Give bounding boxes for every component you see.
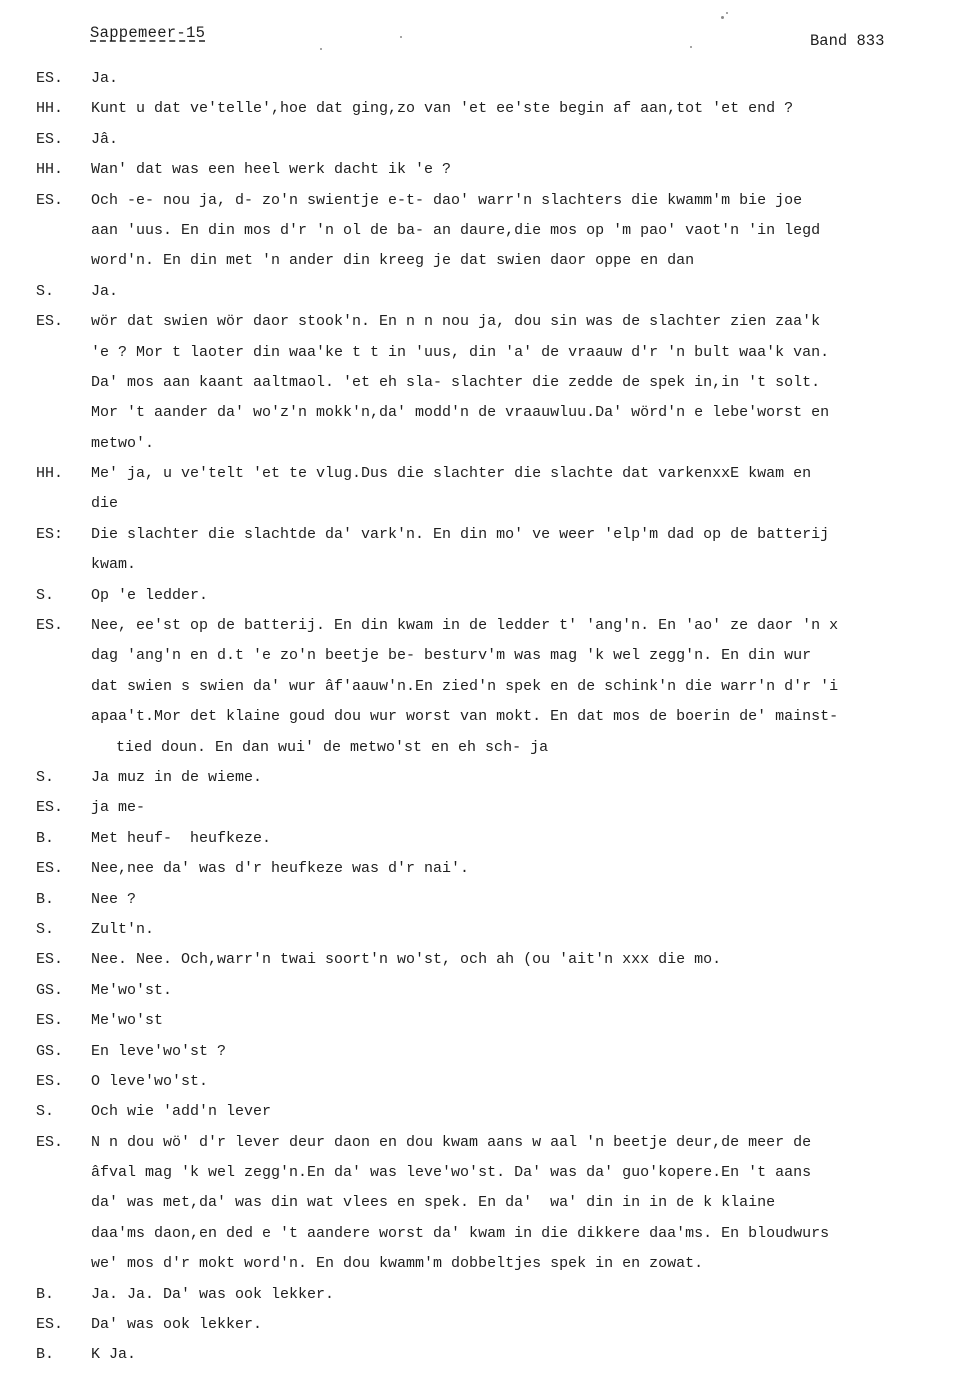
utterance-text: metwo'. <box>91 434 155 452</box>
transcript-row <box>0 581 973 611</box>
speaker-label: ES. <box>36 70 64 87</box>
utterance-text: Nee. Nee. Och,warr'n twai soort'n wo'st, och ah (ou 'ait'n xxx die mo. <box>91 951 722 969</box>
utterance-text: N n dou wö' d'r lever deur daon en dou kwam aans w aal 'n beetje deur,de meer de <box>91 1133 812 1151</box>
speaker-label: S. <box>36 282 55 300</box>
utterance-text: Nee ? <box>91 890 137 908</box>
utterance-text: tied doun. En dan wui' de metwo'st en eh sch- ja <box>116 738 549 756</box>
transcript-row <box>0 1158 973 1188</box>
transcript-row <box>0 1340 973 1370</box>
utterance-text: Da' was ook lekker. <box>91 1316 263 1334</box>
utterance-text: Op 'e ledder. <box>91 586 209 604</box>
utterance-text: Ja. <box>91 282 119 300</box>
transcript-row <box>0 1067 973 1097</box>
utterance-text: Wan' dat was een heel werk dacht ik 'e ? <box>91 161 452 179</box>
speaker-label: S. <box>36 1103 55 1121</box>
speaker-label: GS. <box>36 981 64 999</box>
transcript-lines <box>0 64 973 1371</box>
transcript-row <box>0 398 973 428</box>
transcript-row <box>0 976 973 1006</box>
utterance-text: word'n. En din met 'n ander din kreeg je dat swien daor oppe en dan <box>91 252 695 270</box>
transcript-row <box>0 641 973 671</box>
speaker-label: ES. <box>36 799 64 817</box>
speaker-label: B. <box>36 829 55 847</box>
transcript-row <box>0 885 973 915</box>
transcript-row <box>0 1006 973 1036</box>
utterance-text: Ja muz in de wieme. <box>91 768 263 786</box>
transcript-row <box>0 1280 973 1310</box>
utterance-text: dag 'ang'n en d.t 'e zo'n beetje be- besturv'm was mag 'k wel zegg'n. En din wur <box>91 647 812 665</box>
transcript-row <box>0 307 973 337</box>
speaker-label: HH. <box>36 100 64 118</box>
transcript-row <box>0 277 973 307</box>
transcript-row <box>0 1188 973 1218</box>
transcript-row <box>0 945 973 975</box>
speaker-label: ES. <box>36 1133 64 1151</box>
transcript-row <box>0 338 973 368</box>
transcript-row <box>0 1310 973 1340</box>
transcript-row <box>0 155 973 185</box>
utterance-text: En leve'wo'st ? <box>91 1042 227 1060</box>
transcript-row <box>0 125 973 155</box>
utterance-text: Och wie 'add'n lever <box>91 1103 272 1121</box>
utterance-text: âfval mag 'k wel zegg'n.En da' was leve'wo'st. Da' was da' guo'kopere.En 't aans <box>91 1164 812 1182</box>
utterance-text: Zult'n. <box>91 920 155 938</box>
speaker-label: S. <box>36 586 55 604</box>
transcript-row <box>0 793 973 823</box>
utterance-text: aan 'uus. En din mos d'r 'n ol de ba- an daure,die mos op 'm pao' vaot'n 'in legd <box>91 221 821 239</box>
document-title: Sappemeer-15 <box>90 24 206 42</box>
utterance-text: Me'wo'st <box>91 1012 164 1030</box>
utterance-text: Jâ. <box>91 130 119 148</box>
speaker-label: B. <box>36 1285 55 1303</box>
transcript-row <box>0 1128 973 1158</box>
utterance-text: apaa't.Mor det klaine goud dou wur worst van mokt. En dat mos de boerin de' mainst- <box>91 708 839 726</box>
speaker-label: ES: <box>36 525 64 543</box>
speaker-label: S. <box>36 920 55 938</box>
transcript-row <box>0 520 973 550</box>
transcript-row <box>0 64 973 94</box>
transcript-row <box>0 763 973 793</box>
speaker-label: ES. <box>36 617 64 635</box>
transcript-row <box>0 854 973 884</box>
transcript-row <box>0 489 973 519</box>
transcript-row <box>0 216 973 246</box>
transcript-row <box>0 550 973 580</box>
utterance-text: dat swien s swien da' wur âf'aauw'n.En zied'n spek en de schink'n die warr'n d'r 'i <box>91 677 839 695</box>
utterance-text: Nee,nee da' was d'r heufkeze was d'r nai'. <box>91 860 470 878</box>
utterance-text: Och -e- nou ja, d- zo'n swientje e-t- dao' warr'n slachters die kwamm'm bie joe <box>91 191 803 209</box>
transcript-row <box>0 1249 973 1279</box>
transcript-row <box>0 611 973 641</box>
transcript-row <box>0 672 973 702</box>
transcript-row <box>0 94 973 124</box>
speaker-label: ES. <box>36 130 64 148</box>
utterance-text: Nee, ee'st op de batterij. En din kwam in de ledder t' 'ang'n. En 'ao' ze daor 'n x <box>91 617 839 635</box>
utterance-text: die <box>91 495 119 513</box>
transcript-row <box>0 733 973 763</box>
transcript-row <box>0 368 973 398</box>
speaker-label: HH. <box>36 161 64 179</box>
utterance-text: 'e ? Mor t laoter din waa'ke t t in 'uus, din 'a' de vraauw d'r 'n bult waa'k van. <box>91 343 830 361</box>
utterance-text: Me' ja, u ve'telt 'et te vlug.Dus die slachter die slachte dat varkenxxE kwam en <box>91 465 812 483</box>
speaker-label: B. <box>36 890 55 908</box>
scan-speck <box>726 12 728 14</box>
transcript-row <box>0 246 973 276</box>
utterance-text: Da' mos aan kaant aaltmaol. 'et eh sla- slachter die zedde de spek in,in 't solt. <box>91 373 821 391</box>
utterance-text: wör dat swien wör daor stook'n. En n n nou ja, dou sin was de slachter zien zaa'k <box>91 313 821 331</box>
utterance-text: Met heuf- heufkeze. <box>91 829 272 847</box>
speaker-label: ES. <box>36 1072 64 1090</box>
scan-speck <box>721 16 724 19</box>
speaker-label: HH. <box>36 465 64 483</box>
scan-speck <box>690 46 692 48</box>
transcript-row <box>0 915 973 945</box>
speaker-label: GS. <box>36 1042 64 1060</box>
utterance-text: Die slachter die slachtde da' vark'n. En din mo' ve weer 'elp'm dad op de batterij <box>91 525 830 543</box>
speaker-label: ES. <box>36 191 64 209</box>
utterance-text: K Ja. <box>91 1346 137 1364</box>
utterance-text: O leve'wo'st. <box>91 1072 209 1090</box>
utterance-text: Mor 't aander da' wo'z'n mokk'n,da' modd'n de vraauwluu.Da' wörd'n e lebe'worst en <box>91 404 830 422</box>
utterance-text: Me'wo'st. <box>91 981 173 999</box>
transcript-row <box>0 824 973 854</box>
speaker-label: ES. <box>36 313 64 331</box>
speaker-label: S. <box>36 768 55 786</box>
utterance-text: daa'ms daon,en ded e 't aandere worst da' kwam in die dikkere daa'ms. En bloudwurs <box>91 1224 830 1242</box>
speaker-label: ES. <box>36 1012 64 1030</box>
utterance-text: da' was met,da' was din wat vlees en spek. En da' wa' din in in de k klaine <box>91 1194 776 1212</box>
utterance-text: Ja. <box>91 70 119 87</box>
speaker-label: ES. <box>36 1316 64 1334</box>
speaker-label: ES. <box>36 951 64 969</box>
transcript-row <box>0 1037 973 1067</box>
transcript-row <box>0 429 973 459</box>
speaker-label: B. <box>36 1346 55 1364</box>
transcript-row <box>0 186 973 216</box>
transcript-row <box>0 1097 973 1127</box>
utterance-text: ja me- <box>91 799 146 817</box>
utterance-text: Ja. Ja. Da' was ook lekker. <box>91 1285 335 1303</box>
band-number: Band 833 <box>810 32 885 50</box>
transcript-row <box>0 1219 973 1249</box>
scan-speck <box>320 48 322 50</box>
utterance-text: kwam. <box>91 556 137 574</box>
speaker-label: ES. <box>36 860 64 878</box>
utterance-text: Kunt u dat ve'telle',hoe dat ging,zo van 'et ee'ste begin af aan,tot 'et end ? <box>91 100 794 118</box>
utterance-text: we' mos d'r mokt word'n. En dou kwamm'm dobbeltjes spek in en zowat. <box>91 1255 704 1273</box>
transcript-row <box>0 459 973 489</box>
scan-speck <box>400 36 402 38</box>
transcript-row <box>0 702 973 732</box>
